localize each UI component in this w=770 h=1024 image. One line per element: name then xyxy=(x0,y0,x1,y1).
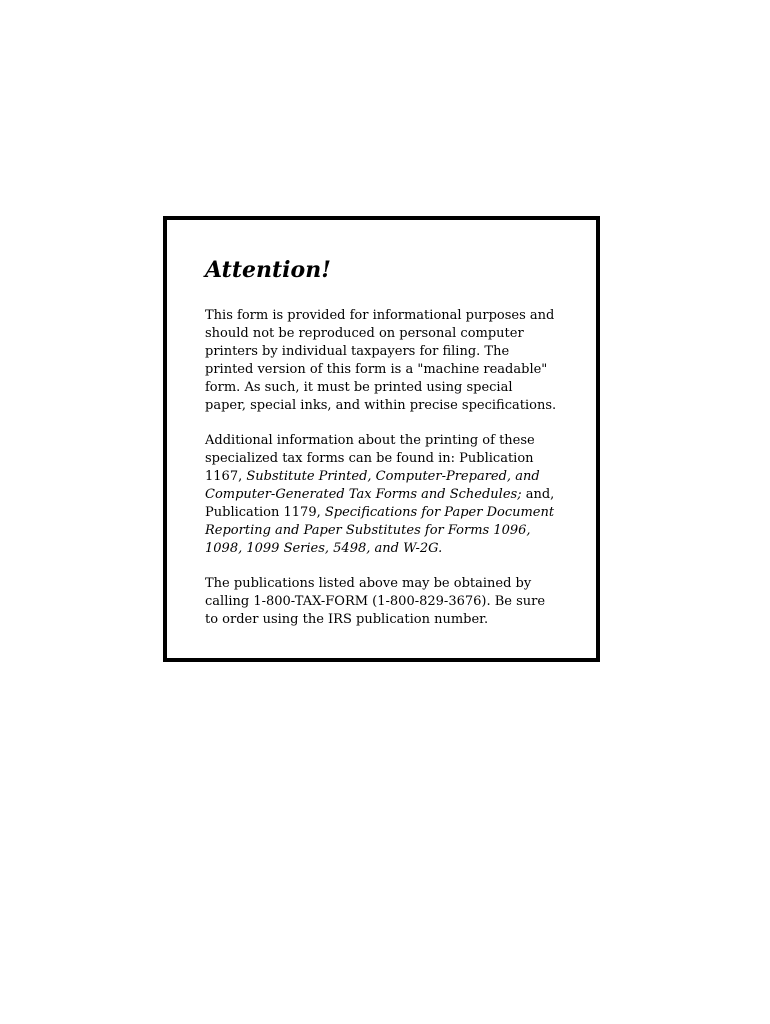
publication-title-1179: Specifications for Paper Document xyxy=(324,505,555,520)
publication-title-1167: Substitute Printed, Computer-Prepared, and xyxy=(246,469,540,484)
paragraph-line: specialized tax forms can be found in: Publication xyxy=(205,451,534,466)
paragraph-line: to order using the IRS publication number. xyxy=(205,612,489,627)
paragraph-line: paper, special inks, and within precise specifications. xyxy=(205,398,557,413)
publication-number-text: Publication 1179, xyxy=(205,505,325,520)
paragraph-line: should not be reproduced on personal computer xyxy=(205,326,524,341)
publication-number-text: 1167, xyxy=(205,469,247,484)
paragraph-line: The publications listed above may be obtained by xyxy=(205,576,532,591)
paragraph-line: Additional information about the printing of these xyxy=(205,433,535,448)
paragraph-additional-information xyxy=(205,432,585,558)
paragraph-spacer xyxy=(205,558,585,575)
paragraph-spacer xyxy=(205,415,585,432)
paragraph-line xyxy=(205,540,585,558)
attention-notice-box xyxy=(163,216,600,662)
paragraph-informational-purposes xyxy=(205,307,585,415)
notice-title: Attention! xyxy=(205,257,331,283)
paragraph-line: This form is provided for informational purposes and xyxy=(205,308,555,323)
publication-title-1179-cont: 1098, 1099 Series, 5498, and W-2G. xyxy=(205,541,443,556)
paragraph-line xyxy=(205,486,585,504)
paragraph-line xyxy=(205,468,585,486)
paragraph-line: printers by individual taxpayers for filing. The xyxy=(205,344,510,359)
conjunction-text: and, xyxy=(521,487,555,502)
paragraph-ordering-info xyxy=(205,575,585,629)
publication-title-1179-cont: Reporting and Paper Substitutes for Forms 1096, xyxy=(205,523,531,538)
paragraph-line xyxy=(205,522,585,540)
paragraph-line: form. As such, it must be printed using special xyxy=(205,380,513,395)
paragraph-line xyxy=(205,504,585,522)
notice-body xyxy=(205,307,585,629)
paragraph-line: printed version of this form is a "machine readable" xyxy=(205,362,548,377)
paragraph-line: calling 1-800-TAX-FORM (1-800-829-3676). Be sure xyxy=(205,594,546,609)
publication-title-1167-cont: Computer-Generated Tax Forms and Schedules; xyxy=(205,487,522,502)
